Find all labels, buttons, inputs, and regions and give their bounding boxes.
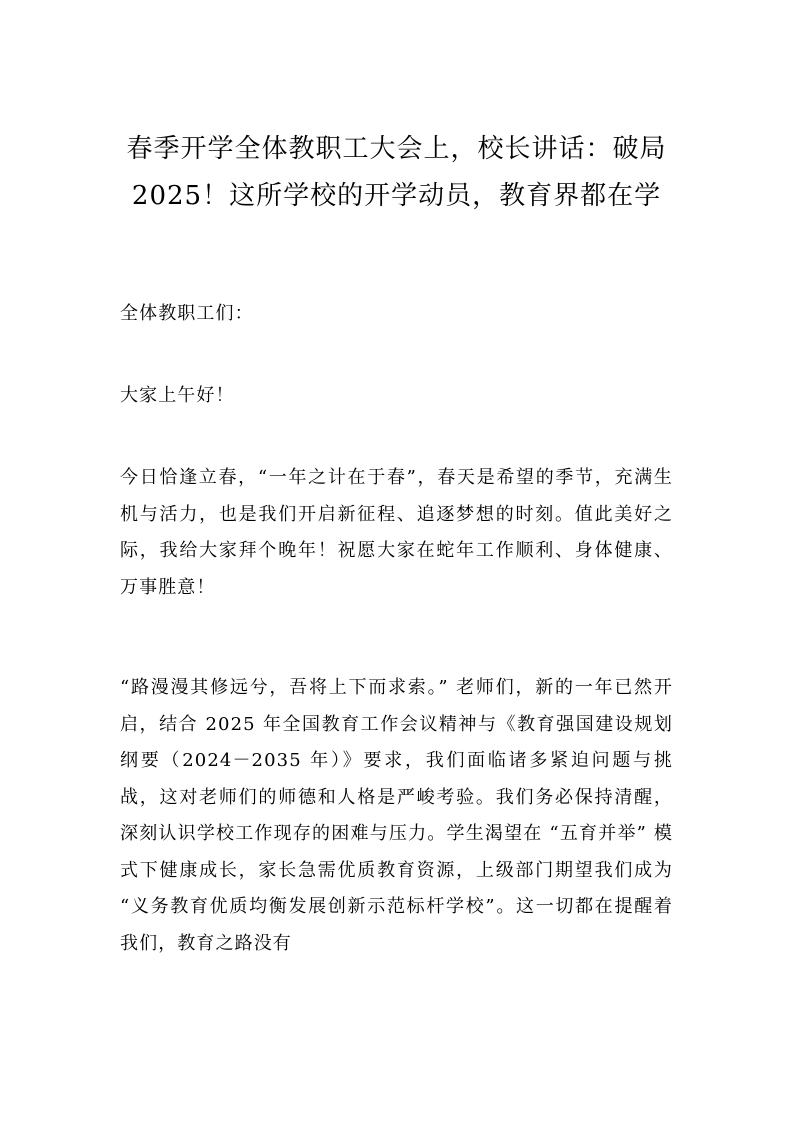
body-paragraph-2: “路漫漫其修远兮，吾将上下而求索。” 老师们，新的一年已然开启，结合 2025 年全国教育工作会议精神与《教育强国建设规划纲要（2024－2035 年）》要求，我们面临诸多紧迫问题与挑战，这对老师们的师德和人格是严峻考验。我们务必保持清醒，深刻认识学校工作现存的困难与压力。学生渴望在 “五育并举” 模式下健康成长，家长急需优质教育资源，上级部门期望我们成为 “义务教育优质均衡发展创新示范标杆学校”。这一切都在提醒着我们，教育之路没有 bbox=[120, 677, 673, 954]
greeting-paragraph: 大家上午好！ bbox=[120, 385, 235, 406]
document-title: 春季开学全体教职工大会上，校长讲话：破局 2025！这所学校的开学动员，教育界都在学 bbox=[126, 134, 667, 211]
salutation-paragraph: 全体教职工们： bbox=[120, 303, 254, 324]
body-paragraph-1: 今日恰逢立春，“一年之计在于春”，春天是希望的季节，充满生机与活力，也是我们开启新征程、追逐梦想的时刻。值此美好之际，我给大家拜个晚年！祝愿大家在蛇年工作顺利、身体健康、万事胜意！ bbox=[120, 467, 673, 598]
